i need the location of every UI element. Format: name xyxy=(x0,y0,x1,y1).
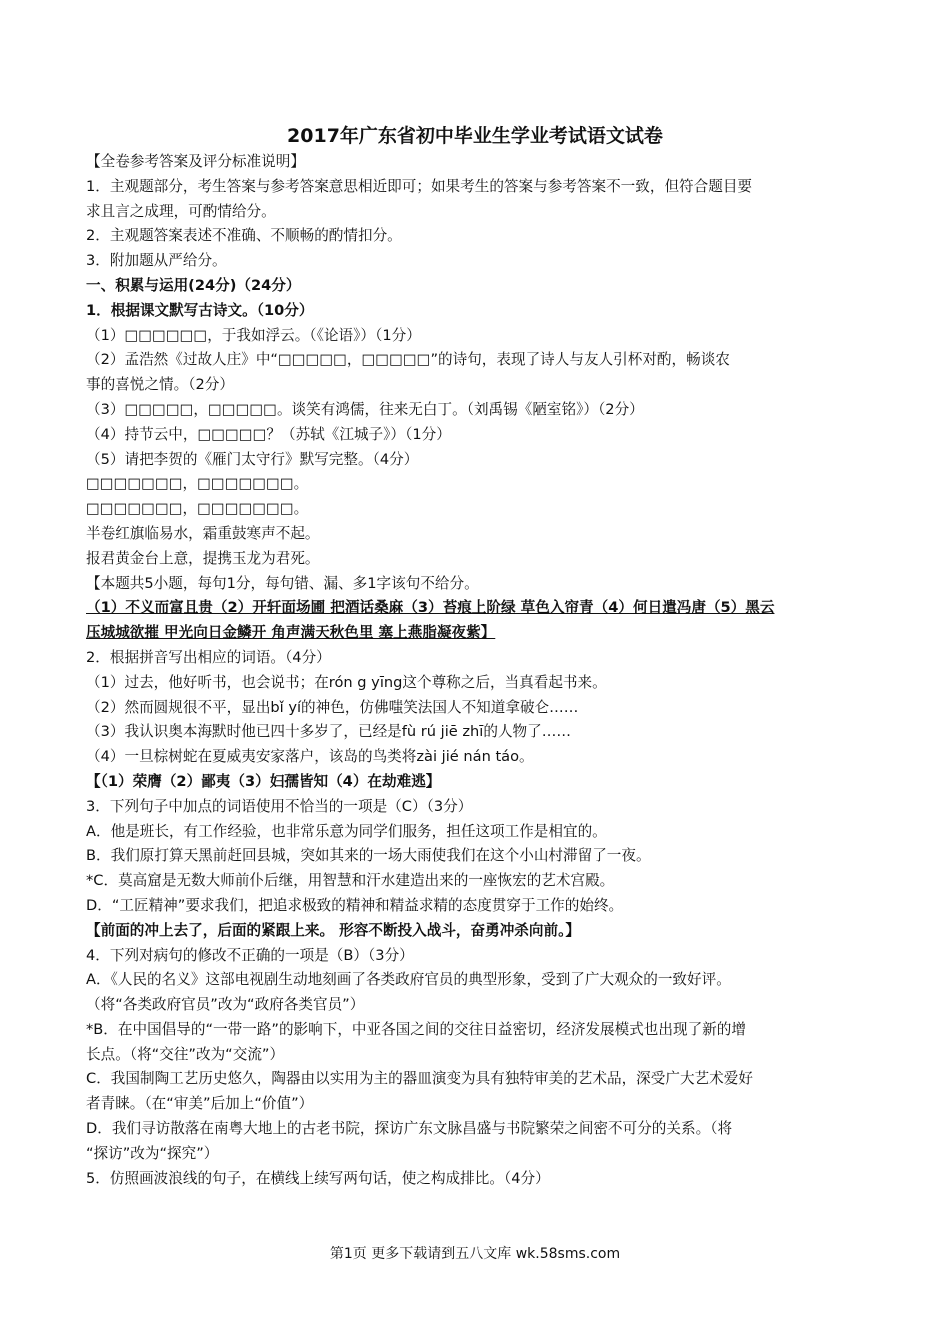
text-line: A．《人民的名义》这部电视剧生动地刻画了各类政府官员的典型形象，受到了广大观众的一致好评。 xyxy=(86,971,731,989)
text-line: （3）我认识奥本海默时他已四十多岁了，已经是fù rú jiē zhī的人物了…… xyxy=(86,723,571,741)
text-line: 一、积累与运用(24分)（24分） xyxy=(86,276,301,294)
page-footer: 第1页 更多下载请到五八文库 wk.58sms.com xyxy=(329,1246,621,1262)
text-line: （将“各类政府官员”改为“政府各类官员”） xyxy=(86,996,365,1014)
text-line: 求且言之成理，可酌情给分。 xyxy=(86,202,276,220)
text-line: 长点。（将“交往”改为“交流”） xyxy=(86,1045,285,1063)
text-line: 半卷红旗临易水，霜重鼓寒声不起。 xyxy=(86,524,320,542)
text-line: 2．根据拼音写出相应的词语。（4分） xyxy=(86,648,331,666)
text-line: □□□□□□□，□□□□□□□。 xyxy=(86,500,309,518)
text-line: 2．主观题答案表述不准确、不顺畅的酌情扣分。 xyxy=(86,227,402,245)
text-line: 事的喜悦之情。（2分） xyxy=(86,376,234,394)
text-line: （4）一旦棕树蛇在夏威夷安家落户，该岛的鸟类将zài jié nán táo。 xyxy=(86,748,534,766)
text-line: （3）□□□□□，□□□□□。谈笑有鸿儒，往来无白丁。（刘禹锡《陋室铭》）（2分） xyxy=(86,400,644,418)
text-line: （1）□□□□□□，于我如浮云。（《论语》）（1分） xyxy=(86,326,421,344)
text-line: 【全卷参考答案及评分标准说明】 xyxy=(86,153,305,170)
text-line: 5．仿照画波浪线的句子，在横线上续写两句话，使之构成排比。（4分） xyxy=(86,1169,550,1187)
text-line: B．我们原打算天黑前赶回县城，突如其来的一场大雨使我们在这个小山村滞留了一夜。 xyxy=(86,847,651,865)
text-line: 【（1）荣膺（2）鄙夷（3）妇孺皆知（4）在劫难逃】 xyxy=(86,772,441,790)
document-title: 2017年广东省初中毕业生学业考试语文试卷 xyxy=(287,125,663,147)
text-line: 3．下列句子中加点的词语使用不恰当的一项是（C）（3分） xyxy=(86,797,473,815)
text-line: 压城城欲摧 甲光向日金鳞开 角声满天秋色里 塞上燕脂凝夜紫】 xyxy=(86,624,496,642)
text-line: □□□□□□□，□□□□□□□。 xyxy=(86,475,309,493)
text-line: C．我国制陶工艺历史悠久，陶器由以实用为主的器皿演变为具有独特审美的艺术品，深受广大艺术爱好 xyxy=(86,1070,753,1088)
text-line: *C．莫高窟是无数大师前仆后继，用智慧和汗水建造出来的一座恢宏的艺术宫殿。 xyxy=(86,872,615,890)
text-line: 【前面的冲上去了，后面的紧跟上来。 形容不断投入战斗，奋勇冲杀向前。】 xyxy=(86,921,580,939)
text-line: 者青睐。（在“审美”后加上“价值”） xyxy=(86,1095,314,1113)
text-line: 1．根据课文默写古诗文。（10分） xyxy=(86,301,314,319)
text-line: “探访”改为“探究”） xyxy=(86,1144,219,1162)
text-line: 4．下列对病句的修改不正确的一项是（B）（3分） xyxy=(86,946,414,964)
text-line: （1）不义而富且贵（2）开轩面场圃 把酒话桑麻（3）苔痕上阶绿 草色入帘青（4）何日遣冯唐（5）黑云 xyxy=(86,599,775,617)
text-line: （5）请把李贺的《雁门太守行》默写完整。（4分） xyxy=(86,450,419,468)
text-line: 3．附加题从严给分。 xyxy=(86,252,227,270)
text-line: （2）孟浩然《过故人庄》中“□□□□□，□□□□□”的诗句，表现了诗人与友人引杯对酌，畅谈农 xyxy=(86,351,730,369)
text-line: D．“工匠精神”要求我们，把追求极致的精神和精益求精的态度贯穿于工作的始终。 xyxy=(86,896,624,914)
text-line: 【本题共5小题，每句1分，每句错、漏、多1字该句不给分。 xyxy=(86,574,479,592)
text-line: （4）持节云中，□□□□□？（苏轼《江城子》）（1分） xyxy=(86,425,451,443)
text-line: D．我们寻访散落在南粤大地上的古老书院，探访广东文脉昌盛与书院繁荣之间密不可分的关系。（将 xyxy=(86,1120,733,1138)
text-line: A．他是班长，有工作经验，也非常乐意为同学们服务，担任这项工作是相宜的。 xyxy=(86,822,607,840)
text-line: （2）然而圆规很不平，显出bǐ yí的神色，仿佛嗤笑法国人不知道拿破仑…… xyxy=(86,698,579,716)
text-line: 1．主观题部分，考生答案与参考答案意思相近即可；如果考生的答案与参考答案不一致，但符合题目要 xyxy=(86,177,753,195)
text-line: 报君黄金台上意，提携玉龙为君死。 xyxy=(86,549,320,567)
text-line: （1）过去，他好听书，也会说书；在rón g yīng这个尊称之后，当真看起书来。 xyxy=(86,673,607,691)
document-body xyxy=(86,150,866,1191)
text-line: *B．在中国倡导的“一带一路”的影响下，中亚各国之间的交往日益密切，经济发展模式也出现了新的增 xyxy=(86,1020,746,1038)
